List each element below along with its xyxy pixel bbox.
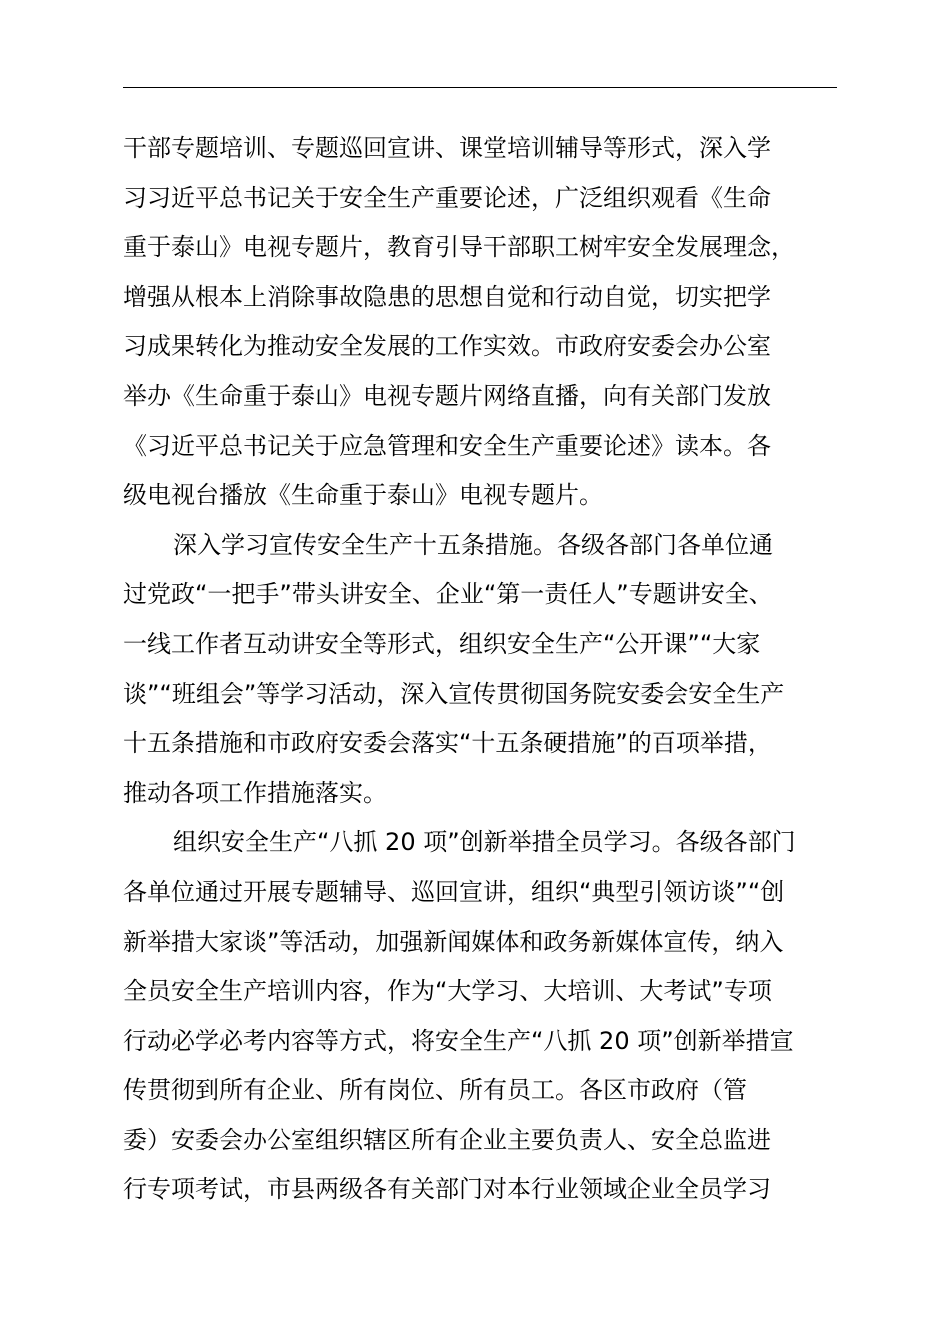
- text-line: 《习近平总书记关于应急管理和安全生产重要论述》读本。各: [123, 431, 771, 460]
- text-line: 推动各项工作措施落实。: [123, 778, 387, 807]
- text-line: 行动必学必考内容等方式，将安全生产“八抓 20 项”创新举措宣: [123, 1026, 794, 1055]
- text-line: 习习近平总书记关于安全生产重要论述，广泛组织观看《生命: [123, 183, 771, 212]
- text-line: 过党政“一把手”带头讲安全、企业“第一责任人”专题讲安全、: [123, 580, 773, 609]
- text-line: 干部专题培训、专题巡回宣讲、课堂培训辅导等形式，深入学: [123, 134, 771, 162]
- text-line: 行专项考试，市县两级各有关部门对本行业领域企业全员学习: [123, 1175, 771, 1204]
- text-line: 各单位通过开展专题辅导、巡回宣讲，组织“典型引领访谈”“创: [123, 877, 785, 906]
- text-line: 传贯彻到所有企业、所有岗位、所有员工。各区市政府（管: [123, 1076, 747, 1105]
- text-line: 一线工作者互动讲安全等形式，组织安全生产“公开课”“大家: [123, 629, 761, 658]
- paragraph-start-line: 组织安全生产“八抓 20 项”创新举措全员学习。各级各部门: [173, 828, 796, 857]
- text-line: 新举措大家谈”等活动，加强新闻媒体和政务新媒体宣传，纳入: [123, 927, 784, 956]
- text-line: 级电视台播放《生命重于泰山》电视专题片。: [123, 481, 603, 510]
- text-line: 重于泰山》电视专题片，教育引导干部职工树牢安全发展理念，: [123, 233, 795, 262]
- header-rule: [123, 87, 837, 88]
- text-line: 增强从根本上消除事故隐患的思想自觉和行动自觉，切实把学: [123, 282, 771, 311]
- text-line: 举办《生命重于泰山》电视专题片网络直播，向有关部门发放: [123, 381, 771, 410]
- paragraph-start-line: 深入学习宣传安全生产十五条措施。各级各部门各单位通: [173, 530, 773, 559]
- text-line: 谈”“班组会”等学习活动，深入宣传贯彻国务院安委会安全生产: [123, 679, 785, 708]
- text-line: 习成果转化为推动安全发展的工作实效。市政府安委会办公室: [123, 332, 771, 361]
- document-body: [123, 124, 863, 1215]
- text-line: 委）安委会办公室组织辖区所有企业主要负责人、安全总监进: [123, 1125, 771, 1154]
- text-line: 十五条措施和市政府安委会落实“十五条硬措施”的百项举措，: [123, 729, 772, 758]
- text-line: 全员安全生产培训内容，作为“大学习、大培训、大考试”专项: [123, 977, 772, 1006]
